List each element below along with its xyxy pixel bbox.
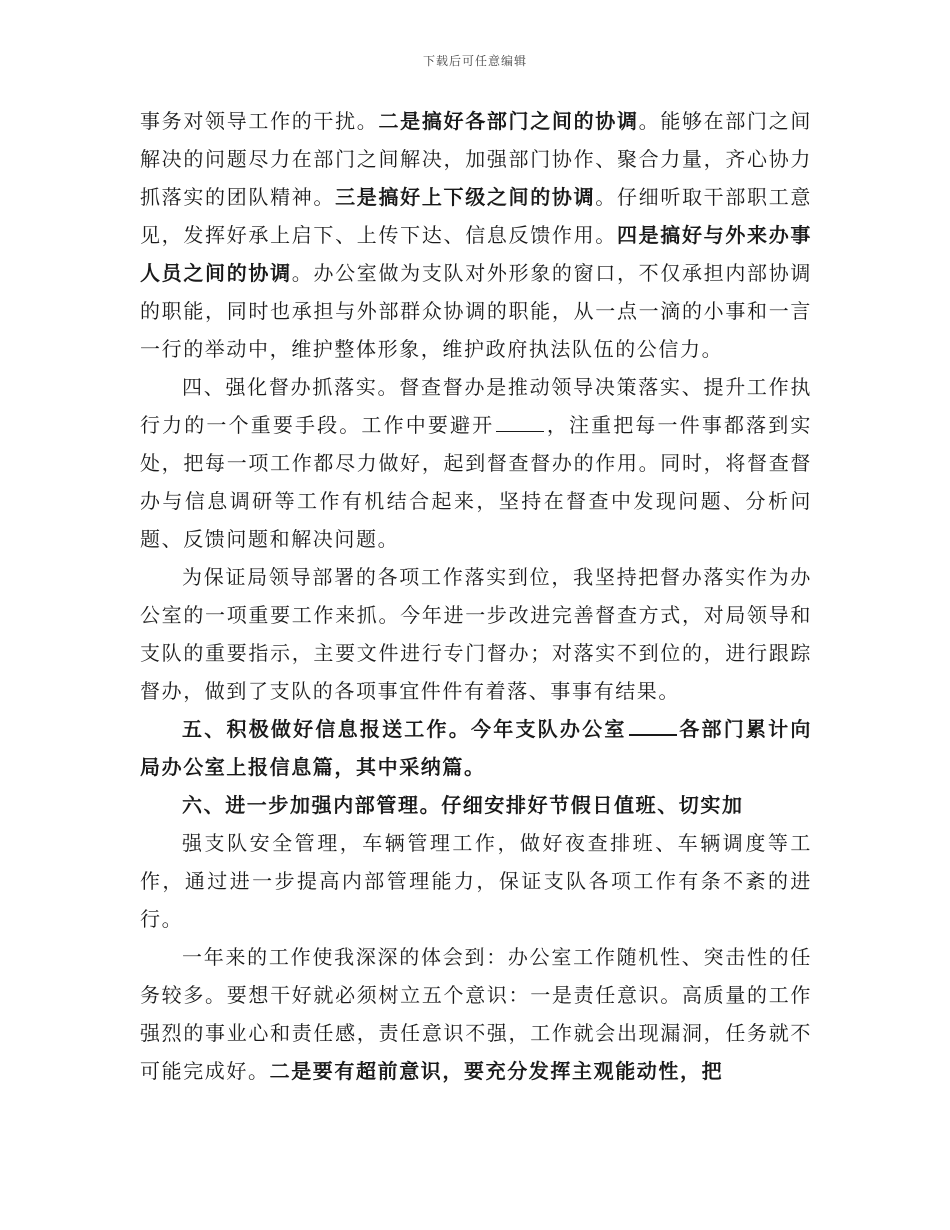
bold-heading: 三是搞好上下级之间的协调 — [335, 185, 596, 209]
paragraph-management-heading: 六、进一步加强内部管理。仔细安排好节假日值班、切实加 — [182, 793, 744, 817]
paragraph-supervision-detail: 为保证局领导部署的各项工作落实到位，我坚持把督办落实作为办公室的一项重要工作来抓。今年进一步改进完善督查方式，对局领导和支队的重要指示，主要文件进行专门督办；对落实不到位的，进行跟踪督办，做到了支队的各项事宜件件有着落、事事有结果。 — [140, 565, 812, 703]
bold-heading: 二是搞好各部门之间的协调 — [378, 109, 639, 133]
text-run: 一年来的工作使我深深的体会到：办公室工作随机性、突击性的任务较多。要想干好就必须树立五个意识：一是责任意识。高质量的工作强烈的事业心和责任感，责任意识不强，工作就会出现漏洞，任务就不可能完成好。 — [140, 945, 812, 1083]
text-run: ，注重把每一件事都落到实处，把每一项工作都尽力做好，起到督查督办的作用。同时，将督查督办与信息调研等工作有机结合起来，坚持在督查中发现问题、分析问题、反馈问题和解决问题。 — [140, 413, 812, 551]
paragraph-experience — [140, 938, 812, 1090]
text-run: 四、强化督办抓落实。督查督办是推动领导决策落实、提升工作执行力的一个重要手段。工作中要避开 — [140, 375, 812, 437]
text-run: 。办公室做为支队对外形象的窗口，不仅承担内部协调的职能，同时也承担与外部群众协调的职能，从一点一滴的小事和一言一行的举动中，维护整体形象，维护政府执法队伍的公信力。 — [140, 261, 812, 361]
bold-heading: 二是要有超前意识，要充分发挥主观能动性，把 — [269, 1059, 724, 1083]
text-run: 。能够在部门之间解决的问题尽力在部门之间解决，加强部门协作、聚合力量，齐心协力抓落实的团队精神。 — [140, 109, 812, 209]
document-body — [140, 102, 812, 1090]
text-run: 。仔细听取干部职工意见，发挥好承上启下、上传下达、信息反馈作用。 — [140, 185, 812, 247]
text-run: 五、积极做好信息报送工作。今年支队办公室 — [182, 717, 627, 741]
fill-in-blank — [496, 409, 544, 432]
fill-in-blank — [629, 712, 677, 736]
bold-heading: 四是搞好与外来办事人员之间的协调 — [140, 223, 812, 285]
text-run: 各部门累计向局办公室上报信息篇，其中采纳篇。 — [140, 717, 812, 779]
paragraph-management: 强支队安全管理，车辆管理工作，做好夜查排班、车辆调度等工作，通过进一步提高内部管理能力，保证支队各项工作有条不紊的进行。 — [140, 831, 812, 931]
page-header: 下载后可任意编辑 — [422, 54, 527, 68]
paragraph-coordination — [140, 102, 812, 368]
text-run: 事务对领导工作的干扰。 — [140, 109, 379, 133]
paragraph-supervision — [140, 368, 812, 558]
paragraph-information — [140, 710, 812, 786]
